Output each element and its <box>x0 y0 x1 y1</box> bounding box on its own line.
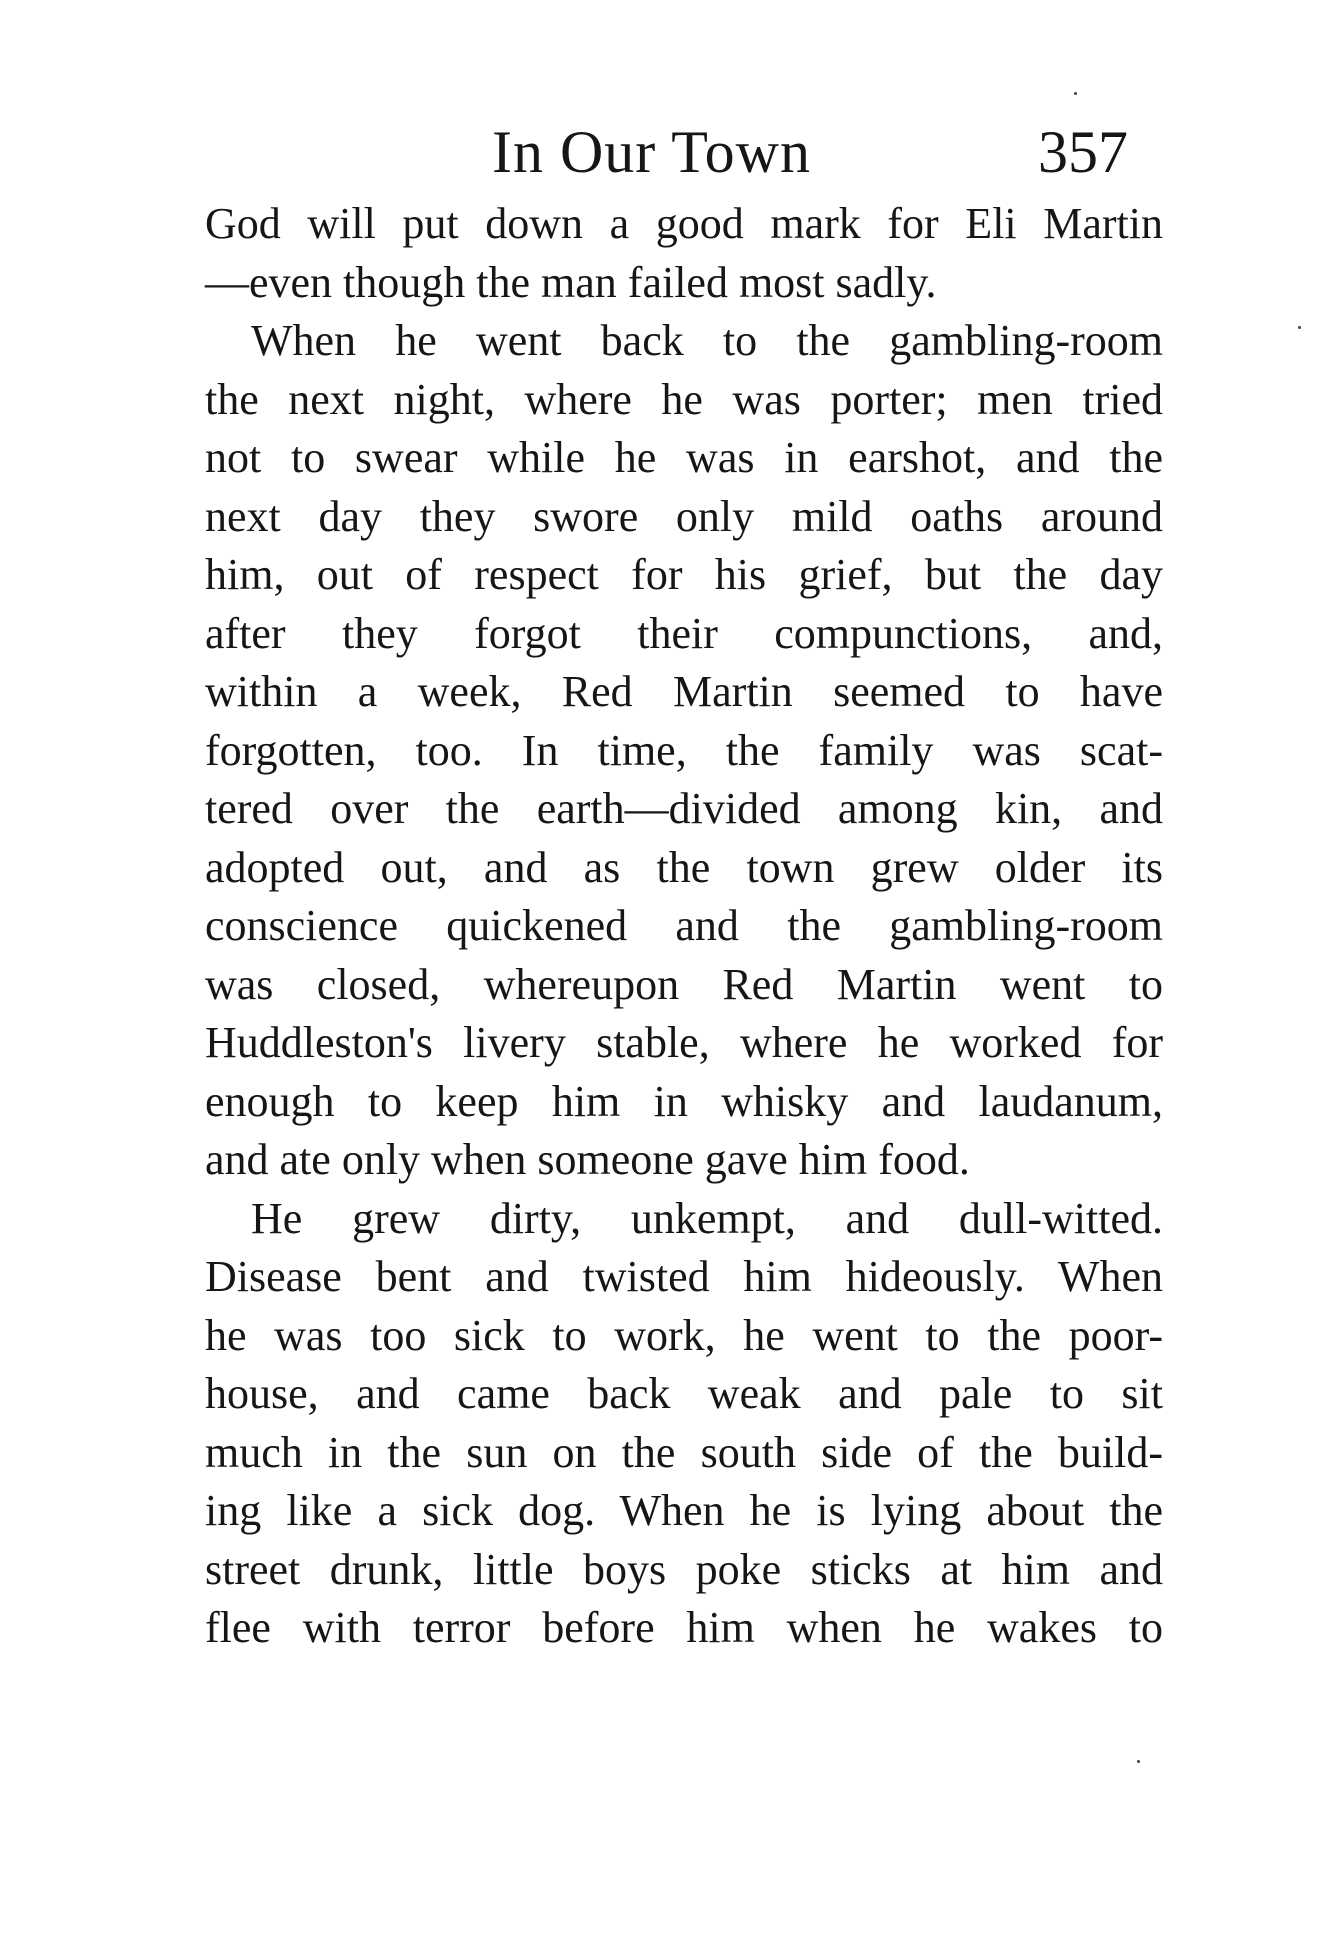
text-line: conscience quickened and the gambling-room <box>205 901 1163 950</box>
scan-speck <box>1074 92 1077 95</box>
text-line: flee with terror before him when he wakes to <box>205 1603 1163 1652</box>
text-line: house, and came back weak and pale to sit <box>205 1369 1163 1418</box>
text-line: When he went back to the gambling-room <box>251 316 1163 365</box>
text-line: Huddleston's livery stable, where he worked for <box>205 1018 1163 1067</box>
text-line: not to swear while he was in earshot, and the <box>205 433 1163 482</box>
body-text <box>205 195 1163 1658</box>
text-line: him, out of respect for his grief, but the day <box>205 550 1163 599</box>
text-line: ing like a sick dog. When he is lying about the <box>205 1486 1163 1535</box>
text-line: forgotten, too. In time, the family was scat- <box>205 725 1163 775</box>
text-line: after they forgot their compunctions, and, <box>205 608 1163 658</box>
scan-speck <box>1298 326 1301 329</box>
running-title: In Our Town <box>492 119 811 185</box>
text-line: Disease bent and twisted him hideously. When <box>205 1252 1163 1301</box>
scan-speck <box>1137 1760 1140 1763</box>
text-line: tered over the earth—divided among kin, and <box>205 784 1163 833</box>
text-line: within a week, Red Martin seemed to have <box>205 667 1163 716</box>
page-number: 357 <box>1038 119 1128 185</box>
text-line: adopted out, and as the town grew older its <box>205 842 1163 892</box>
text-line: street drunk, little boys poke sticks at him and <box>205 1544 1163 1594</box>
text-line: God will put down a good mark for Eli Martin <box>205 199 1163 248</box>
text-line: next day they swore only mild oaths around <box>205 491 1163 541</box>
text-line: —even though the man failed most sadly. <box>205 257 937 307</box>
text-line: much in the sun on the south side of the build- <box>205 1427 1163 1477</box>
text-line: he was too sick to work, he went to the poor- <box>205 1310 1163 1360</box>
text-line: He grew dirty, unkempt, and dull-witted. <box>251 1193 1163 1243</box>
text-line: the next night, where he was porter; men tried <box>205 374 1163 424</box>
text-line: was closed, whereupon Red Martin went to <box>205 959 1163 1009</box>
text-line: enough to keep him in whisky and laudanum, <box>205 1076 1163 1126</box>
text-line: and ate only when someone gave him food. <box>205 1135 970 1184</box>
